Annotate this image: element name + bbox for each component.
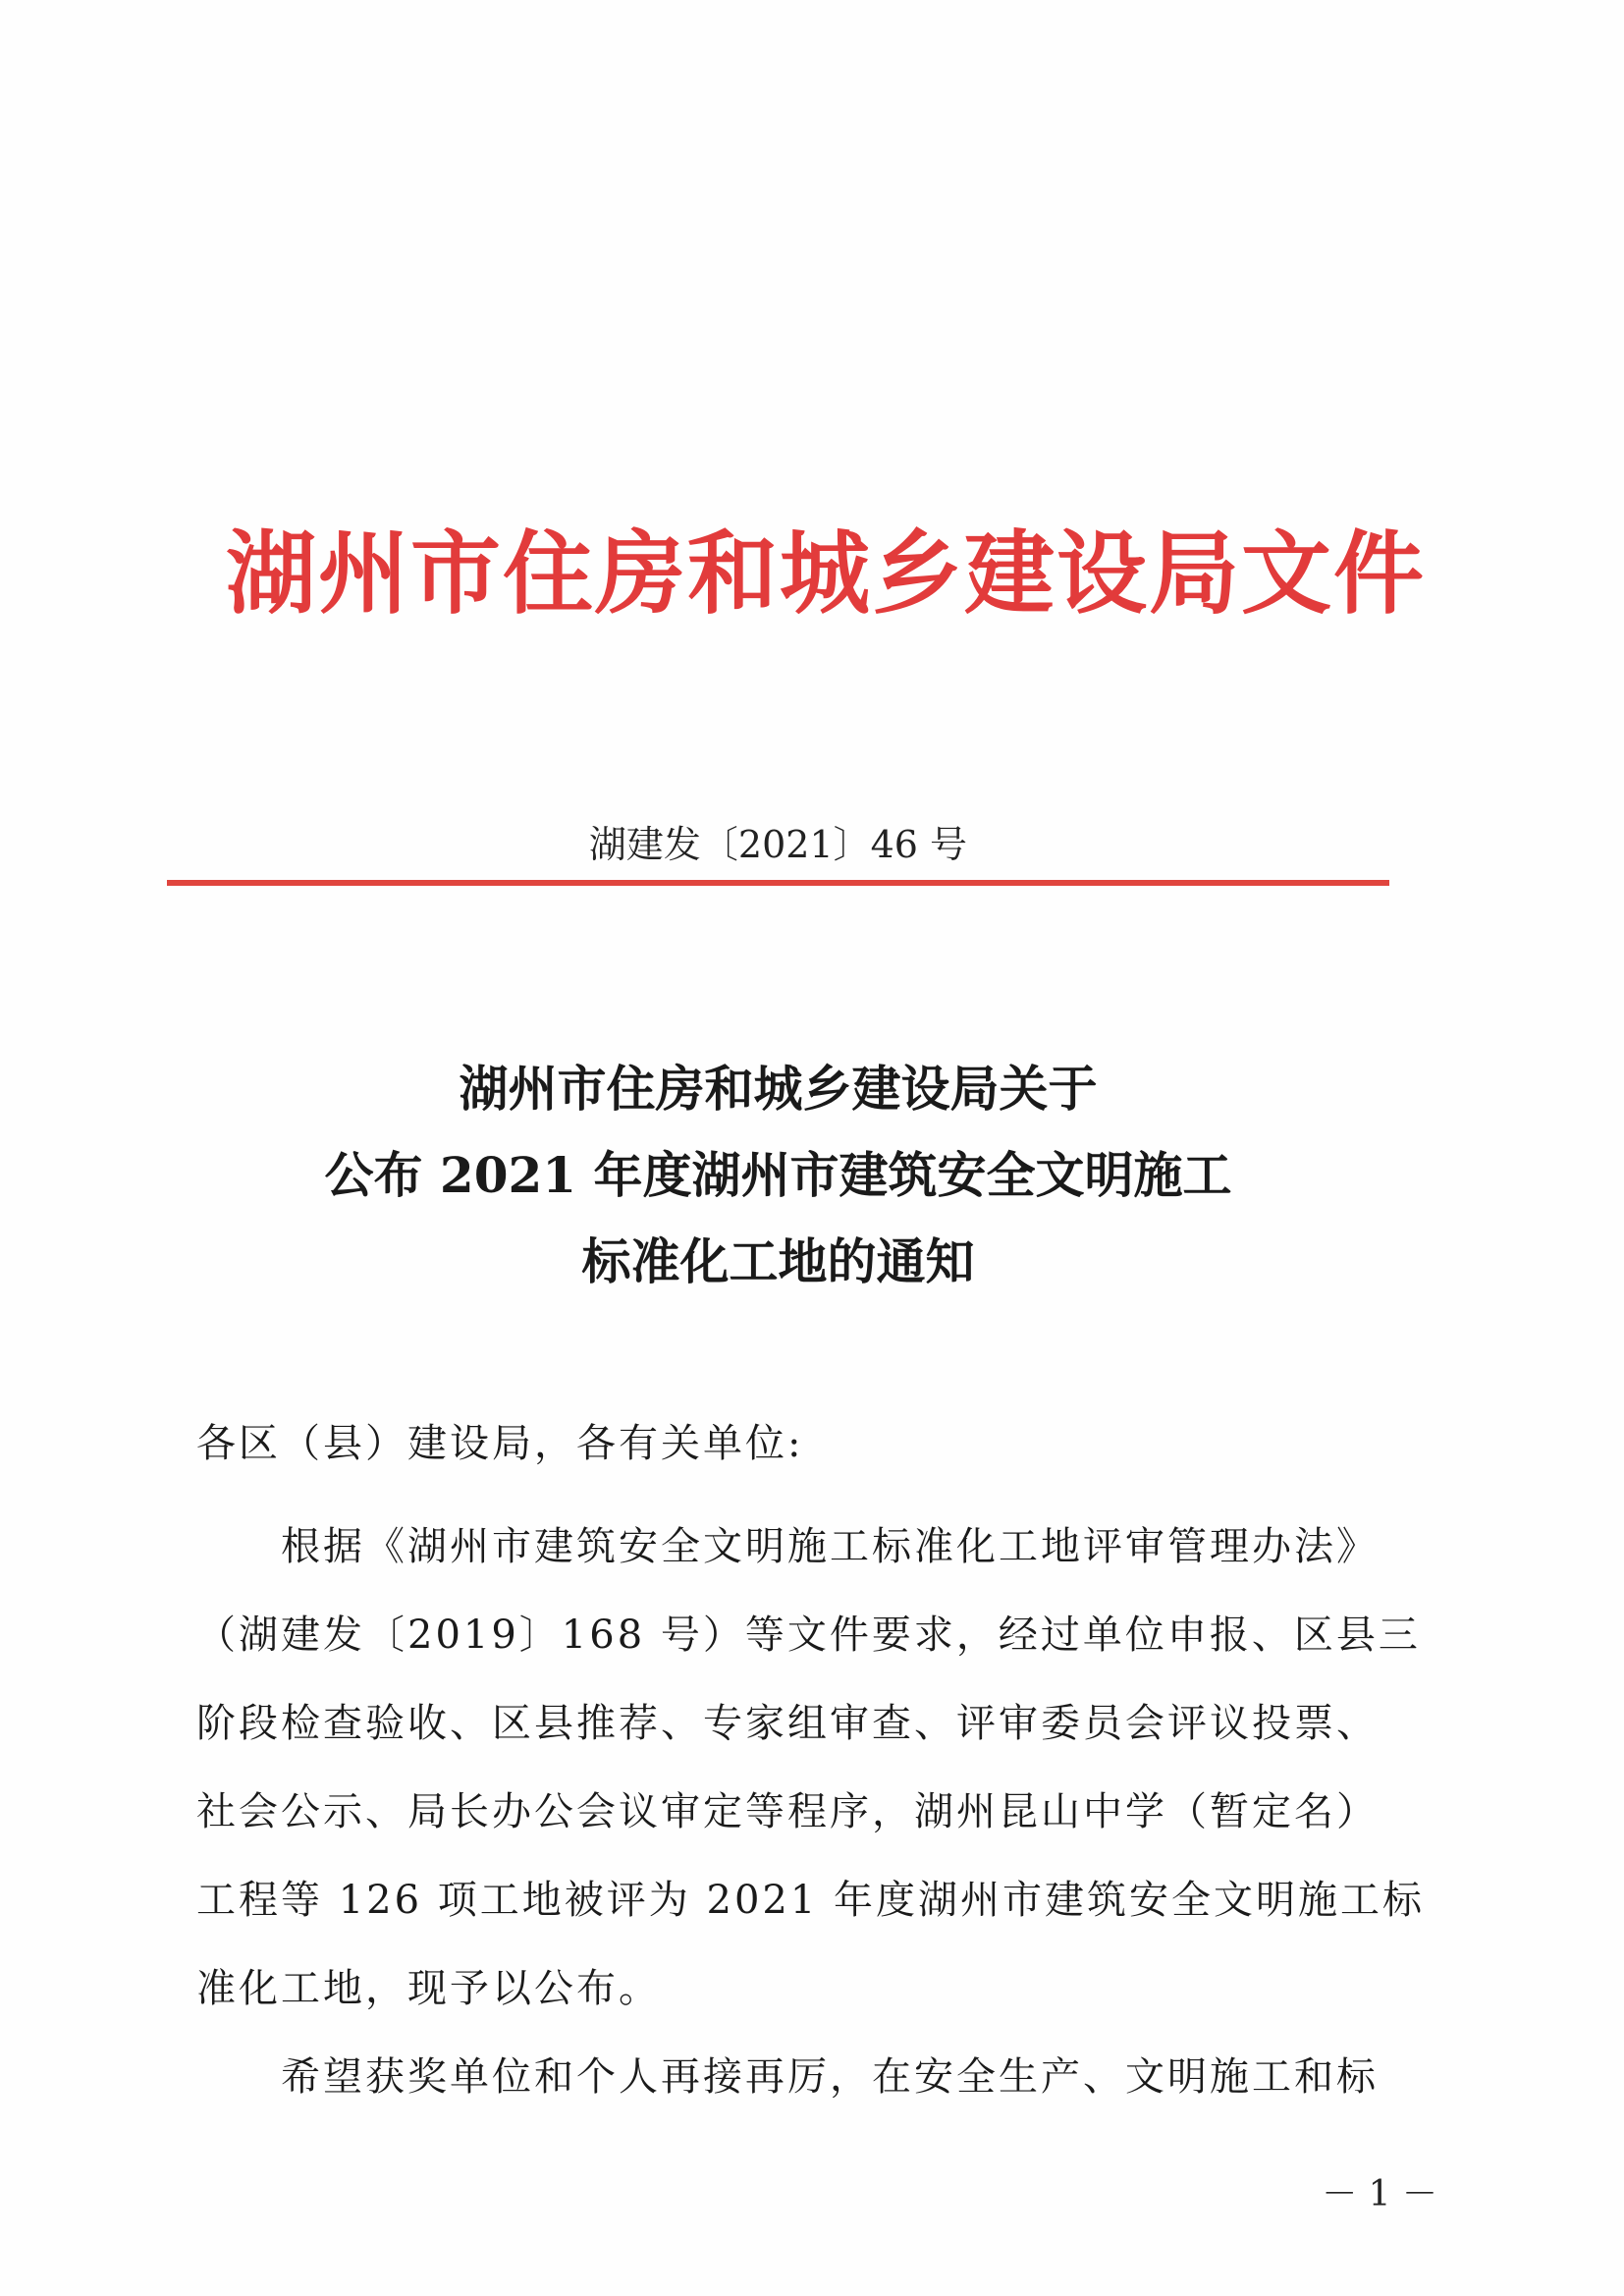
title-line: 公布 2021 年度湖州市建筑安全文明施工: [324, 1146, 1232, 1204]
notice-title: [167, 1046, 1389, 1305]
body-line: （湖建发〔2019〕168 号）等文件要求，经过单位申报、区县三: [196, 1613, 1421, 1658]
body-line: 根据《湖州市建筑安全文明施工标准化工地评审管理办法》: [281, 1524, 1379, 1569]
body-line: 社会公示、局长办公会议审定等程序，湖州昆山中学（暂定名）: [196, 1789, 1379, 1834]
red-separator-rule: [167, 880, 1389, 886]
salutation: 各区（县）建设局，各有关单位:: [196, 1421, 804, 1466]
title-line: 标准化工地的通知: [581, 1232, 975, 1290]
body-line: 阶段检查验收、区县推荐、专家组审查、评审委员会评议投票、: [196, 1701, 1379, 1746]
body-line: 工程等 126 项工地被评为 2021 年度湖州市建筑安全文明施工标: [196, 1878, 1426, 1923]
body-line: 希望获奖单位和个人再接再厉，在安全生产、文明施工和标: [281, 2054, 1379, 2100]
page-number: － 1 －: [1322, 2174, 1437, 2214]
body-line: 准化工地，现予以公布。: [196, 1966, 661, 2011]
body-text: [196, 1503, 1426, 2121]
title-line: 湖州市住房和城乡建设局关于: [459, 1060, 1098, 1118]
document-number: 湖建发〔2021〕46 号: [588, 823, 968, 866]
document-masthead: 湖州市住房和城乡建设局文件: [226, 521, 1427, 627]
